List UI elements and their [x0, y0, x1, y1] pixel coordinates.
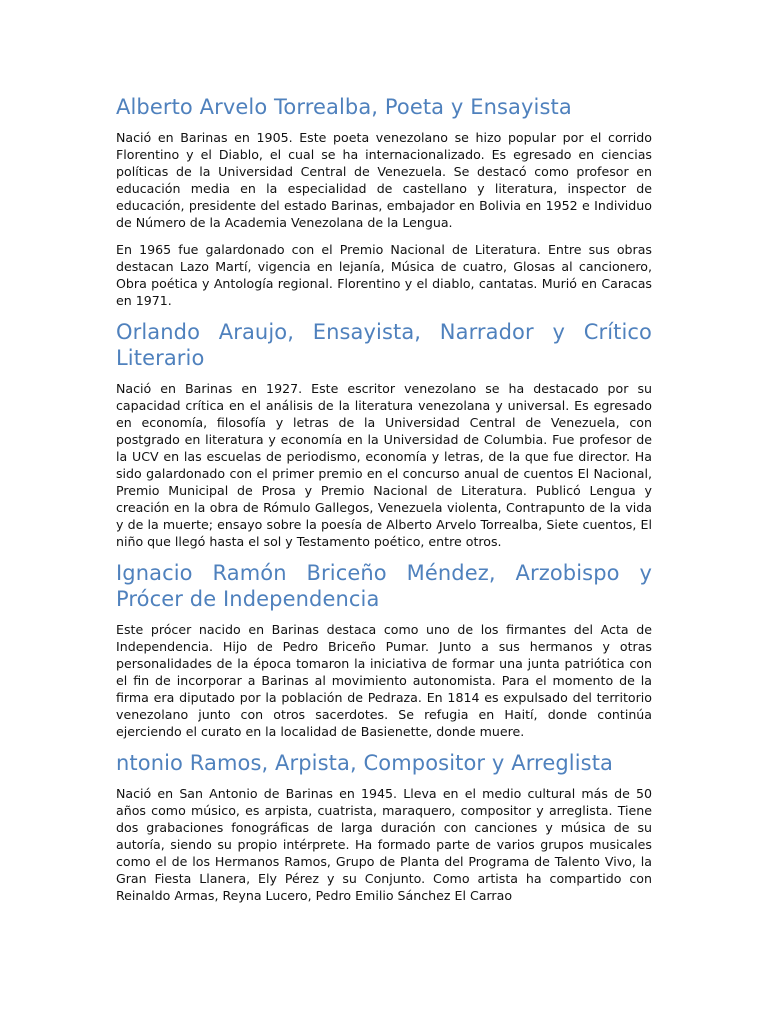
section-paragraph: Nació en Barinas en 1927. Este escritor venezolano se ha destacado por su capacidad crítica en el análisis de la literatura venezolana y universal. Es egresado en economía, filosofía y letras de la Universidad Central de Venezuela, con postgrado en literatura y economía en la Universidad de Columbia. Fue profesor de la UCV en las escuelas de periodismo, economía y letras, de la que fue director. Ha sido galardonado con el primer premio en el concurso anual de cuentos El Nacional, Premio Municipal de Prosa y Premio Nacional de Literatura. Publicó Lengua y creación en la obra de Rómulo Gallegos, Venezuela violenta, Contrapunto de la vida y de la muerte; ensayo sobre la poesía de Alberto Arvelo Torrealba, Siete cuentos, El niño que llegó hasta el sol y Testamento poético, entre otros. — [116, 381, 652, 549]
section-orlando-araujo — [116, 319, 652, 550]
section-paragraph: En 1965 fue galardonado con el Premio Nacional de Literatura. Entre sus obras destacan Lazo Martí, vigencia en lejanía, Música de cuatro, Glosas al cancionero, Obra poética y Antología regional. Florentino y el diablo, cantatas. Murió en Caracas en 1971. — [116, 242, 652, 308]
section-heading: ntonio Ramos, Arpista, Compositor y Arreglista — [116, 751, 613, 775]
section-ignacio-briceno — [116, 560, 652, 740]
document-page — [116, 94, 652, 914]
section-alberto-arvelo — [116, 94, 652, 309]
section-heading: Orlando Araujo, Ensayista, Narrador y Crítico Literario — [116, 320, 652, 370]
section-paragraph: Este prócer nacido en Barinas destaca como uno de los firmantes del Acta de Independencia. Hijo de Pedro Briceño Pumar. Junto a sus hermanos y otras personalidades de la época tomaron la iniciativa de formar una junta patriótica con el fin de incorporar a Barinas al movimiento autonomista. Para el momento de la firma era diputado por la población de Pedraza. En 1814 es expulsado del territorio venezolano junto con otros sacerdotes. Se refugia en Haití, donde continúa ejerciendo el curato en la localidad de Basienette, donde muere. — [116, 622, 652, 739]
section-paragraph: Nació en San Antonio de Barinas en 1945. Lleva en el medio cultural más de 50 años como músico, es arpista, cuatrista, maraquero, compositor y arreglista. Tiene dos grabaciones fonográficas de larga duración con canciones y música de su autoría, siendo su propio intérprete. Ha formado parte de varios grupos musicales como el de los Hermanos Ramos, Grupo de Planta del Programa de Talento Vivo, la Gran Fiesta Llanera, Ely Pérez y su Conjunto. Como artista ha compartido con Reinaldo Armas, Reyna Lucero, Pedro Emilio Sánchez El Carrao — [116, 786, 652, 903]
section-paragraph: Nació en Barinas en 1905. Este poeta venezolano se hizo popular por el corrido Florentino y el Diablo, el cual se ha internacionalizado. Es egresado en ciencias políticas de la Universidad Central de Venezuela. Se destacó como profesor en educación media en la especialidad de castellano y literatura, inspector de educación, presidente del estado Barinas, embajador en Bolivia en 1952 e Individuo de Número de la Academia Venezolana de la Lengua. — [116, 130, 652, 230]
section-heading: Alberto Arvelo Torrealba, Poeta y Ensayista — [116, 95, 572, 119]
section-heading: Ignacio Ramón Briceño Méndez, Arzobispo y Prócer de Independencia — [116, 561, 652, 611]
section-antonio-ramos — [116, 750, 652, 904]
